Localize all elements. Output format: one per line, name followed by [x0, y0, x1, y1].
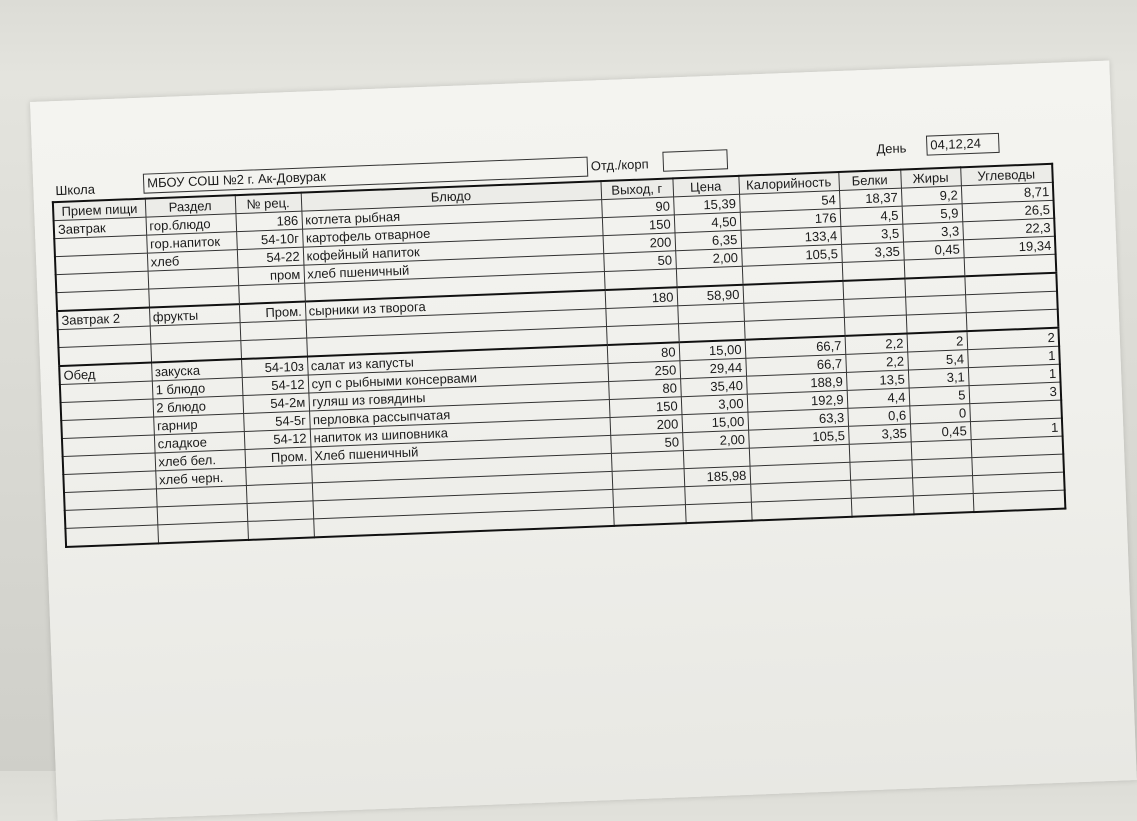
cell-dish: салат из капусты — [307, 345, 607, 375]
cell-yield: 250 — [607, 361, 680, 382]
cell-fat — [906, 313, 967, 334]
cell-yield: 150 — [602, 215, 675, 236]
cell-fat — [912, 476, 973, 496]
cell-fat — [904, 276, 965, 297]
cell-protein: 4,5 — [840, 206, 903, 226]
cell-recipe: 54-10г — [236, 229, 303, 250]
cell-protein: 18,37 — [839, 188, 902, 208]
cell-recipe — [247, 519, 314, 540]
school-label: Школа — [55, 181, 96, 199]
day-label: День — [876, 140, 907, 157]
cell-section: сладкое — [154, 432, 245, 453]
cell-section: гор.напиток — [146, 232, 237, 253]
cell-price: 58,90 — [677, 285, 744, 306]
cell-fat: 3,1 — [908, 368, 969, 388]
cell-protein — [844, 315, 907, 336]
column-header-section: Раздел — [145, 195, 236, 217]
cell-price: 15,39 — [673, 194, 740, 215]
cell-dish: напиток из шиповника — [310, 417, 610, 447]
cell-calories: 105,5 — [741, 244, 842, 266]
cell-recipe: Пром. — [239, 302, 306, 323]
cell-carbs: 1 — [967, 346, 1060, 368]
cell-calories: 133,4 — [740, 226, 841, 248]
cell-recipe: 54-10з — [241, 357, 308, 378]
cell-recipe: Пром. — [244, 447, 311, 468]
cell-fat: 0,45 — [910, 422, 971, 442]
cell-section: гор.блюдо — [146, 214, 237, 235]
cell-section: хлеб черн. — [155, 468, 246, 489]
cell-calories: 66,7 — [745, 336, 846, 358]
cell-carbs: 8,71 — [961, 182, 1054, 204]
cell-price: 15,00 — [681, 412, 748, 433]
cell-fat — [911, 458, 972, 478]
cell-carbs: 3 — [969, 382, 1062, 404]
column-header-calories: Калорийность — [738, 172, 839, 194]
cell-fat: 2 — [907, 331, 968, 352]
cell-protein: 4,4 — [847, 388, 910, 408]
cell-protein — [849, 460, 912, 480]
cell-meal: Завтрак — [54, 217, 147, 239]
cell-protein — [842, 260, 905, 281]
cell-calories — [751, 498, 852, 520]
cell-dish: кофейный напиток — [303, 236, 603, 266]
column-header-price: Цена — [672, 176, 739, 197]
cell-fat: 5,9 — [902, 204, 963, 224]
cell-section: хлеб бел. — [155, 450, 246, 471]
paper-sheet — [30, 61, 1137, 821]
cell-dish: Хлеб пшеничный — [310, 435, 610, 465]
cell-carbs: 1 — [970, 418, 1063, 440]
cell-fat: 5,4 — [907, 350, 968, 370]
column-header-fat: Жиры — [900, 167, 961, 188]
cell-protein: 3,35 — [841, 242, 904, 262]
cell-fat: 3,3 — [902, 222, 963, 242]
cell-dish: картофель отварное — [302, 218, 602, 248]
cell-section: 1 блюдо — [152, 378, 243, 399]
column-header-protein: Белки — [838, 170, 901, 191]
cell-recipe: 54-12 — [244, 429, 311, 450]
cell-fat — [904, 258, 965, 279]
column-header-recipe: № рец. — [235, 193, 302, 214]
cell-calories: 54 — [739, 191, 840, 213]
day-field: 04,12,24 — [926, 133, 1000, 156]
cell-yield: 50 — [603, 251, 676, 272]
cell-yield: 80 — [608, 379, 681, 400]
cell-protein: 2,2 — [845, 334, 908, 355]
cell-fat — [913, 494, 974, 515]
cell-dish: суп с рыбными консервами — [308, 364, 608, 394]
cell-carbs: 19,34 — [963, 236, 1056, 258]
cell-dish: котлета рыбная — [301, 200, 601, 230]
cell-price: 4,50 — [674, 212, 741, 233]
dept-label: Отд./корп — [590, 156, 649, 174]
cell-carbs: 22,3 — [962, 218, 1055, 240]
cell-price: 2,00 — [682, 430, 749, 451]
cell-carbs: 1 — [968, 364, 1061, 386]
cell-recipe: 54-2м — [242, 393, 309, 414]
cell-calories: 192,9 — [747, 390, 848, 412]
cell-yield: 150 — [609, 397, 682, 418]
cell-protein: 3,35 — [848, 424, 911, 444]
cell-price: 2,00 — [675, 248, 742, 269]
cell-yield — [613, 505, 686, 526]
cell-meal — [65, 525, 158, 547]
cell-section: закуска — [151, 359, 242, 381]
column-header-carbs: Углеводы — [960, 164, 1053, 186]
cell-protein: 3,5 — [840, 224, 903, 244]
cell-dish: сырники из творога — [305, 290, 605, 320]
cell-yield: 200 — [603, 233, 676, 254]
cell-protein — [851, 496, 914, 517]
cell-section — [157, 521, 248, 543]
column-header-meal: Прием пищи — [53, 199, 146, 221]
cell-protein — [849, 442, 912, 462]
cell-price: 29,44 — [679, 358, 746, 379]
cell-meal: Обед — [59, 363, 152, 385]
cell-protein: 0,6 — [847, 406, 910, 426]
cell-protein — [850, 478, 913, 498]
cell-yield: 180 — [605, 287, 678, 308]
cell-dish: хлеб пшеничный — [303, 254, 603, 284]
cell-price: 3,00 — [681, 394, 748, 415]
cell-calories: 105,5 — [748, 426, 849, 448]
cell-fat: 5 — [909, 386, 970, 406]
cell-dish: гуляш из говядины — [308, 382, 608, 412]
cell-dish: перловка рассыпчатая — [309, 399, 609, 429]
cell-calories: 63,3 — [747, 408, 848, 430]
cell-recipe: пром — [238, 265, 305, 286]
cell-protein — [842, 279, 905, 300]
cell-section: хлеб — [147, 250, 238, 271]
menu-document — [50, 123, 1064, 548]
column-header-yield: Выход, г — [600, 178, 673, 199]
cell-price — [685, 502, 752, 523]
cell-carbs: 26,5 — [962, 200, 1055, 222]
cell-section: 2 блюдо — [152, 396, 243, 417]
cell-recipe: 54-5г — [243, 411, 310, 432]
cell-carbs: 2 — [966, 328, 1059, 350]
cell-fat — [905, 295, 966, 315]
cell-fat: 0,45 — [903, 240, 964, 260]
menu-table — [52, 163, 1067, 548]
cell-fat: 0 — [909, 404, 970, 424]
cell-calories: 188,9 — [746, 372, 847, 394]
cell-price: 185,98 — [684, 466, 751, 487]
cell-calories: 176 — [740, 208, 841, 230]
column-header-dish: Блюдо — [301, 181, 601, 211]
cell-fat: 9,2 — [901, 186, 962, 206]
cell-yield: 50 — [610, 433, 683, 454]
school-field: МБОУ СОШ №2 г. Ак-Довурак — [143, 157, 588, 194]
cell-protein: 2,2 — [845, 352, 908, 372]
cell-price: 6,35 — [674, 230, 741, 251]
cell-section: фрукты — [149, 304, 240, 326]
cell-recipe: 54-12 — [242, 375, 309, 396]
cell-calories: 66,7 — [745, 354, 846, 376]
cell-recipe: 54-22 — [237, 247, 304, 268]
cell-price: 35,40 — [680, 376, 747, 397]
cell-yield: 90 — [601, 197, 674, 218]
cell-price: 15,00 — [679, 340, 746, 361]
cell-yield: 80 — [607, 342, 680, 363]
cell-yield: 200 — [610, 415, 683, 436]
cell-protein: 13,5 — [846, 370, 909, 390]
cell-meal: Завтрак 2 — [57, 308, 150, 330]
cell-section: гарнир — [153, 414, 244, 435]
cell-carbs — [973, 490, 1066, 512]
cell-fat — [911, 440, 972, 460]
dept-field — [662, 149, 728, 171]
cell-recipe: 186 — [235, 211, 302, 232]
